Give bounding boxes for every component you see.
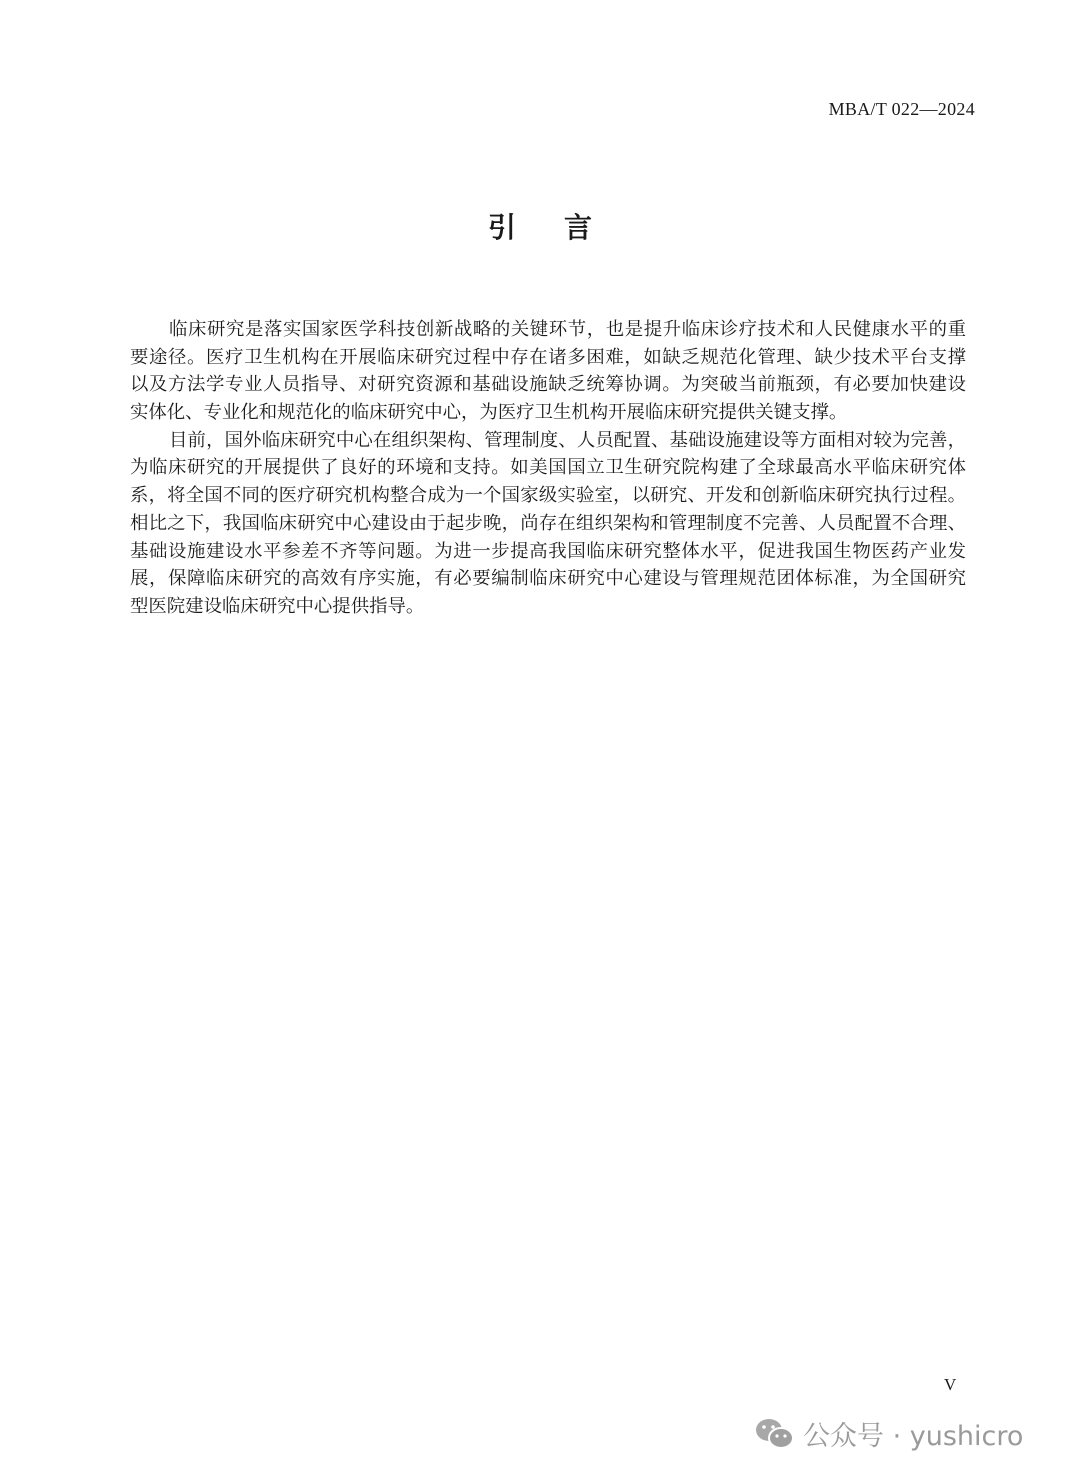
paragraph bbox=[130, 427, 966, 621]
watermark-text: 公众号 · yushicro bbox=[803, 1421, 1024, 1452]
title-char: 引 bbox=[487, 211, 516, 244]
page-title bbox=[0, 206, 1080, 246]
watermark bbox=[755, 1414, 1023, 1453]
text-line: 型医院建设临床研究中心提供指导。 bbox=[130, 595, 425, 617]
text-line: 实体化、专业化和规范化的临床研究中心，为医疗卫生机构开展临床研究提供关键支撑。 bbox=[130, 402, 848, 424]
text-line: 为临床研究的开展提供了良好的环境和支持。如美国国立卫生研究院构建了全球最高水平临床研究体 bbox=[130, 457, 966, 479]
standard-number: MBA/T 022—2024 bbox=[828, 99, 975, 119]
text-line: 以及方法学专业人员指导、对研究资源和基础设施缺乏统筹协调。为突破当前瓶颈，有必要加快建设 bbox=[130, 374, 966, 396]
paragraph bbox=[130, 316, 966, 427]
text-line: 目前，国外临床研究中心在组织架构、管理制度、人员配置、基础设施建设等方面相对较为完善， bbox=[169, 429, 966, 451]
page-number: V bbox=[944, 1375, 957, 1394]
text-line: 要途径。医疗卫生机构在开展临床研究过程中存在诸多困难，如缺乏规范化管理、缺少技术平台支撑 bbox=[130, 346, 966, 368]
document-body bbox=[130, 316, 966, 621]
text-line: 基础设施建设水平参差不齐等问题。为进一步提高我国临床研究整体水平，促进我国生物医药产业发 bbox=[130, 540, 966, 562]
text-line: 系，将全国不同的医疗研究机构整合成为一个国家级实验室，以研究、开发和创新临床研究执行过程。 bbox=[130, 485, 966, 507]
text-line: 展，保障临床研究的高效有序实施，有必要编制临床研究中心建设与管理规范团体标准，为全国研究 bbox=[130, 568, 966, 590]
wechat-icon bbox=[755, 1417, 795, 1451]
text-line: 相比之下，我国临床研究中心建设由于起步晚，尚存在组织架构和管理制度不完善、人员配置不合理、 bbox=[130, 512, 966, 534]
title-char: 言 bbox=[564, 211, 593, 244]
text-line: 临床研究是落实国家医学科技创新战略的关键环节，也是提升临床诊疗技术和人民健康水平的重 bbox=[169, 319, 966, 340]
